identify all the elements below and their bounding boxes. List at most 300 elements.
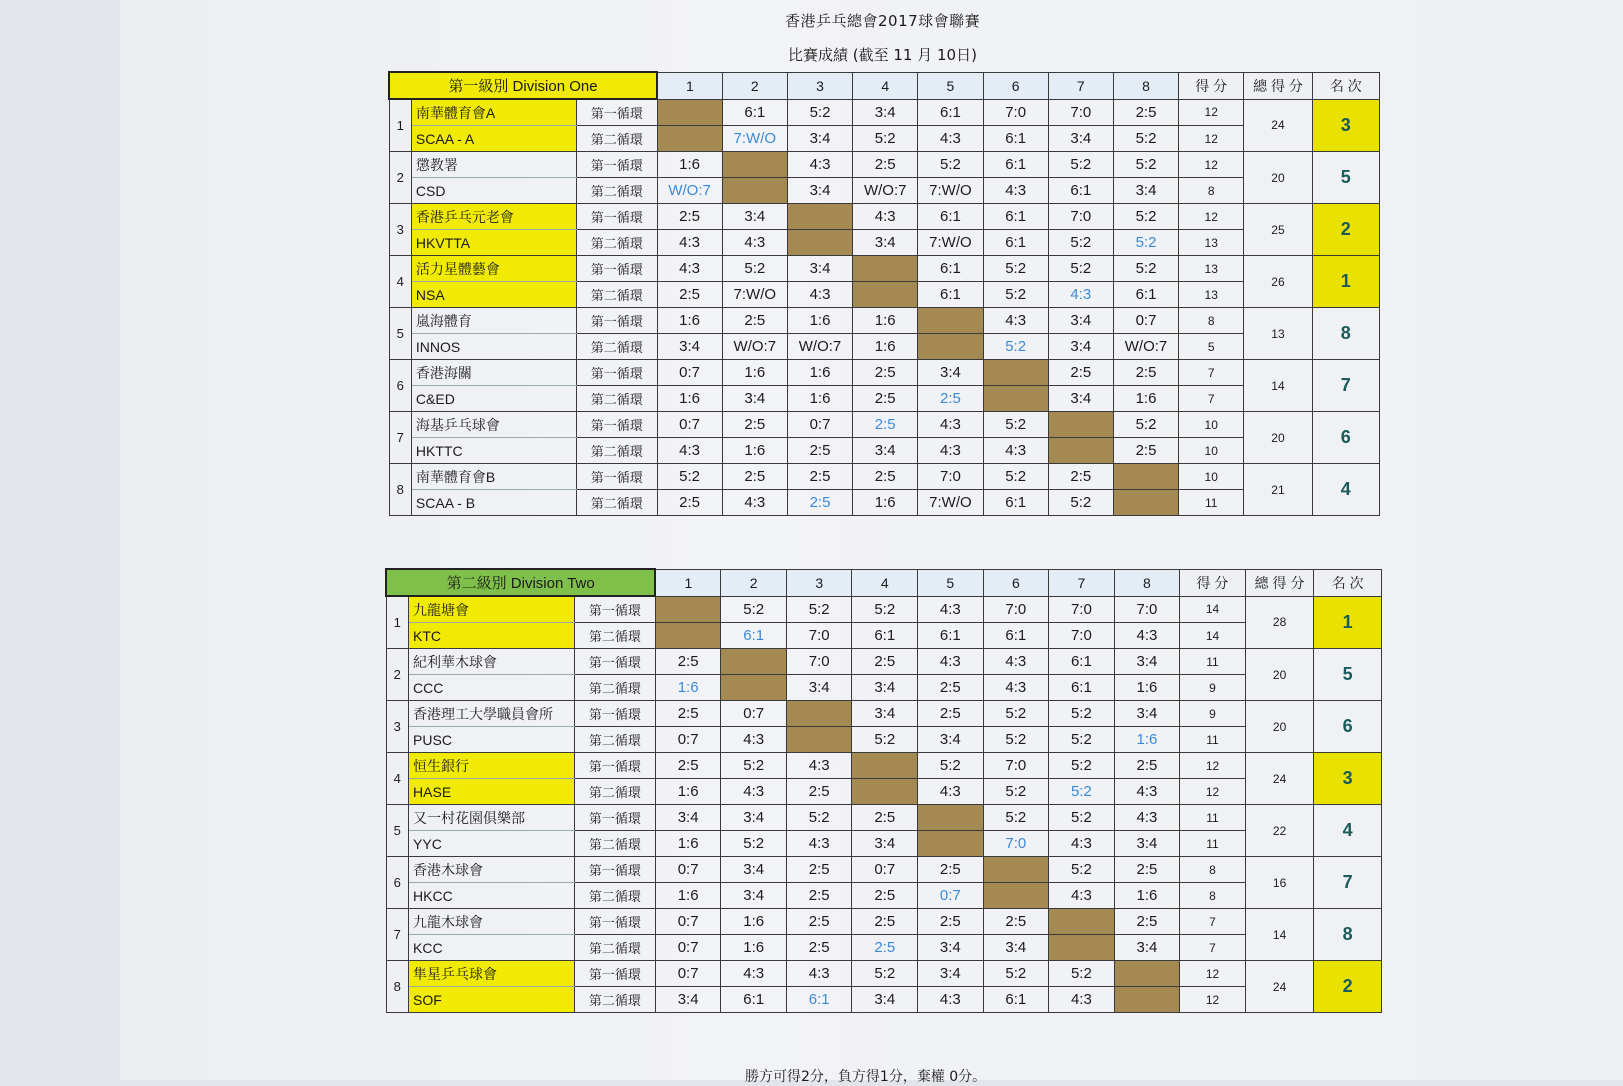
round-points: 12 xyxy=(1180,961,1246,987)
round-points: 8 xyxy=(1179,178,1244,204)
match-score: 4:3 xyxy=(1049,987,1115,1013)
match-score: 3:4 xyxy=(918,360,983,386)
team-rank: 8 xyxy=(1312,308,1379,360)
match-score: 3:4 xyxy=(787,256,852,282)
match-score: 4:3 xyxy=(918,596,984,623)
team-row xyxy=(389,386,1380,412)
match-score: 0:7 xyxy=(787,412,852,438)
match-score: 5:2 xyxy=(1049,961,1115,987)
match-score: 5:2 xyxy=(852,596,918,623)
total-points: 26 xyxy=(1244,256,1312,308)
round-points: 12 xyxy=(1180,987,1246,1013)
self-match-block xyxy=(787,230,852,256)
round-label: 第二循環 xyxy=(574,623,655,649)
match-score: 4:3 xyxy=(983,438,1048,464)
round-label: 第一循環 xyxy=(576,204,657,230)
team-number: 7 xyxy=(386,909,409,961)
round-points: 13 xyxy=(1179,230,1244,256)
team-rank: 2 xyxy=(1312,204,1379,256)
team-rank: 7 xyxy=(1312,360,1379,412)
match-score: 2:5 xyxy=(722,308,787,334)
opponent-header: 1 xyxy=(657,72,722,99)
match-score: 2:5 xyxy=(918,675,984,701)
header-row xyxy=(389,72,1380,99)
division-two-table xyxy=(385,568,1382,1013)
match-score: 4:3 xyxy=(1049,883,1115,909)
team-row xyxy=(386,649,1382,675)
match-score: 1:6 xyxy=(655,883,721,909)
match-score: 3:4 xyxy=(918,961,984,987)
scoring-rules-note: 勝方可得2分，負方得1分，棄權 0分。 xyxy=(745,1069,987,1085)
opponent-header: 2 xyxy=(722,72,787,99)
team-name-zh: 香港理工大學職員會所 xyxy=(409,701,575,727)
team-name-zh: 香港海關 xyxy=(411,360,576,386)
total-header: 總 得 分 xyxy=(1244,72,1312,99)
match-score: 6:1 xyxy=(918,623,984,649)
total-points: 20 xyxy=(1244,412,1312,464)
team-number: 2 xyxy=(389,152,411,204)
team-name-en: CSD xyxy=(411,178,576,204)
match-score: 7:0 xyxy=(1049,623,1115,649)
match-score: 1:6 xyxy=(722,360,787,386)
match-score: 7:0 xyxy=(1114,596,1180,623)
match-score: 7:W/O xyxy=(918,230,983,256)
match-score: 7:W/O xyxy=(722,126,787,152)
match-score: 1:6 xyxy=(787,360,852,386)
match-score: 2:5 xyxy=(786,883,852,909)
match-score: 5:2 xyxy=(1113,126,1178,152)
match-score: 4:3 xyxy=(786,753,852,779)
match-score: 2:5 xyxy=(1114,857,1180,883)
round-label: 第二循環 xyxy=(574,935,655,961)
round-label: 第二循環 xyxy=(576,230,657,256)
round-label: 第二循環 xyxy=(576,386,657,412)
round-label: 第一循環 xyxy=(574,701,655,727)
opponent-header: 4 xyxy=(853,72,918,99)
match-score: 3:4 xyxy=(1114,831,1180,857)
match-score: 4:3 xyxy=(918,649,984,675)
match-score: 1:6 xyxy=(1113,386,1178,412)
round-points: 10 xyxy=(1179,412,1244,438)
round-points: 12 xyxy=(1179,126,1244,152)
match-score: 5:2 xyxy=(1049,805,1115,831)
team-row xyxy=(389,230,1380,256)
round-points: 14 xyxy=(1180,596,1246,623)
match-score: 2:5 xyxy=(657,282,722,308)
match-score: 6:1 xyxy=(918,99,983,126)
match-score: 3:4 xyxy=(1114,649,1180,675)
match-score: 2:5 xyxy=(787,490,852,516)
team-row xyxy=(389,464,1380,490)
match-score: 4:3 xyxy=(786,961,852,987)
team-name-en: INNOS xyxy=(411,334,576,360)
points-header: 得 分 xyxy=(1179,72,1244,99)
team-number: 4 xyxy=(389,256,411,308)
round-label: 第二循環 xyxy=(574,883,655,909)
match-score: 0:7 xyxy=(655,935,721,961)
match-score: 6:1 xyxy=(983,230,1048,256)
opponent-header: 3 xyxy=(787,72,852,99)
self-match-block xyxy=(852,753,918,779)
match-score: 4:3 xyxy=(721,961,787,987)
match-score: 2:5 xyxy=(1048,464,1113,490)
round-label: 第二循環 xyxy=(576,178,657,204)
rank-header: 名 次 xyxy=(1314,569,1382,596)
match-score: 1:6 xyxy=(1114,727,1180,753)
self-match-block xyxy=(722,152,787,178)
team-name-zh: 九龍木球會 xyxy=(409,909,575,935)
team-name-zh: 又一村花園俱樂部 xyxy=(409,805,575,831)
round-label: 第一循環 xyxy=(574,649,655,675)
round-points: 11 xyxy=(1180,727,1246,753)
match-score: 5:2 xyxy=(721,596,787,623)
match-score: 1:6 xyxy=(721,909,787,935)
match-score: 6:1 xyxy=(983,204,1048,230)
match-score: 4:3 xyxy=(786,831,852,857)
round-points: 14 xyxy=(1180,623,1246,649)
match-score: 1:6 xyxy=(655,831,721,857)
match-score: 4:3 xyxy=(1114,805,1180,831)
match-score: 6:1 xyxy=(852,623,918,649)
match-score: 7:0 xyxy=(786,623,852,649)
team-rank: 4 xyxy=(1312,464,1379,516)
round-label: 第一循環 xyxy=(574,805,655,831)
match-score: 3:4 xyxy=(657,334,722,360)
match-score: 5:2 xyxy=(1113,152,1178,178)
match-score: 2:5 xyxy=(853,360,918,386)
team-name-zh: 香港木球會 xyxy=(409,857,575,883)
match-score: W/O:7 xyxy=(787,334,852,360)
team-rank: 7 xyxy=(1314,857,1382,909)
self-match-block xyxy=(918,805,984,831)
match-score: 0:7 xyxy=(655,727,721,753)
match-score: 3:4 xyxy=(853,230,918,256)
round-label: 第二循環 xyxy=(574,675,655,701)
round-label: 第二循環 xyxy=(576,490,657,516)
match-score: 5:2 xyxy=(853,126,918,152)
match-score: 2:5 xyxy=(853,386,918,412)
total-points: 24 xyxy=(1245,961,1314,1013)
match-score: 4:3 xyxy=(1114,779,1180,805)
match-score: 4:3 xyxy=(983,675,1049,701)
team-row xyxy=(389,438,1380,464)
match-score: 2:5 xyxy=(657,204,722,230)
match-score: 1:6 xyxy=(787,386,852,412)
match-score: 5:2 xyxy=(722,256,787,282)
team-row xyxy=(389,204,1380,230)
match-score: 0:7 xyxy=(655,857,721,883)
match-score: 3:4 xyxy=(722,386,787,412)
team-row xyxy=(389,308,1380,334)
page-subtitle: 比賽成績 (截至 11 月 10日) xyxy=(788,46,977,64)
round-label: 第一循環 xyxy=(576,152,657,178)
team-row xyxy=(389,334,1380,360)
match-score: 6:1 xyxy=(983,152,1048,178)
match-score: 4:3 xyxy=(918,779,984,805)
round-points: 7 xyxy=(1179,386,1244,412)
match-score: 3:4 xyxy=(1048,386,1113,412)
round-points: 10 xyxy=(1179,464,1244,490)
self-match-block xyxy=(983,857,1049,883)
round-points: 7 xyxy=(1179,360,1244,386)
round-points: 8 xyxy=(1180,857,1246,883)
opponent-header: 7 xyxy=(1049,569,1115,596)
team-rank: 8 xyxy=(1314,909,1382,961)
team-row xyxy=(389,282,1380,308)
match-score: 1:6 xyxy=(853,308,918,334)
round-points: 11 xyxy=(1180,649,1246,675)
match-score: 6:1 xyxy=(1049,675,1115,701)
match-score: 4:3 xyxy=(1114,623,1180,649)
match-score: 7:0 xyxy=(918,464,983,490)
team-name-en: C&ED xyxy=(411,386,576,412)
match-score: 5:2 xyxy=(983,256,1048,282)
match-score: 7:0 xyxy=(983,99,1048,126)
round-points: 5 xyxy=(1179,334,1244,360)
match-score: 7:0 xyxy=(786,649,852,675)
team-name-en: KTC xyxy=(409,623,575,649)
round-points: 11 xyxy=(1179,490,1244,516)
round-label: 第二循環 xyxy=(574,727,655,753)
match-score: 5:2 xyxy=(1048,256,1113,282)
team-number: 6 xyxy=(389,360,411,412)
match-score: 1:6 xyxy=(1114,675,1180,701)
match-score: 5:2 xyxy=(1049,701,1115,727)
page-title: 香港乒乓總會2017球會聯賽 xyxy=(785,12,981,30)
match-score: 2:5 xyxy=(918,701,984,727)
team-number: 3 xyxy=(386,701,409,753)
team-row xyxy=(389,178,1380,204)
match-score: 5:2 xyxy=(721,831,787,857)
match-score: 4:3 xyxy=(918,412,983,438)
total-points: 16 xyxy=(1245,857,1314,909)
match-score: 6:1 xyxy=(918,204,983,230)
team-row xyxy=(389,256,1380,282)
match-score: 6:1 xyxy=(721,623,787,649)
round-points: 11 xyxy=(1180,831,1246,857)
match-score: 3:4 xyxy=(721,857,787,883)
team-row xyxy=(389,412,1380,438)
match-score: 7:0 xyxy=(983,753,1049,779)
match-score: 2:5 xyxy=(786,935,852,961)
total-points: 25 xyxy=(1244,204,1312,256)
match-score: 5:2 xyxy=(983,961,1049,987)
match-score: 6:1 xyxy=(1048,178,1113,204)
round-label: 第一循環 xyxy=(576,99,657,126)
match-score: 2:5 xyxy=(852,883,918,909)
team-rank: 1 xyxy=(1314,596,1382,649)
total-points: 21 xyxy=(1244,464,1312,516)
match-score: 0:7 xyxy=(721,701,787,727)
team-name-en: NSA xyxy=(411,282,576,308)
team-row xyxy=(386,935,1382,961)
match-score: 4:3 xyxy=(787,152,852,178)
match-score: 7:W/O xyxy=(918,490,983,516)
match-score: 2:5 xyxy=(657,490,722,516)
match-score: 6:1 xyxy=(721,987,787,1013)
match-score: 0:7 xyxy=(852,857,918,883)
round-points: 9 xyxy=(1180,675,1246,701)
match-score: 2:5 xyxy=(786,857,852,883)
match-score: 3:4 xyxy=(721,883,787,909)
team-number: 5 xyxy=(389,308,411,360)
self-match-block xyxy=(918,334,983,360)
team-row xyxy=(386,727,1382,753)
opponent-header: 8 xyxy=(1114,569,1180,596)
match-score: 2:5 xyxy=(918,857,984,883)
match-score: 5:2 xyxy=(852,727,918,753)
match-score: 6:1 xyxy=(1113,282,1178,308)
self-match-block xyxy=(721,675,787,701)
round-label: 第一循環 xyxy=(576,360,657,386)
opponent-header: 2 xyxy=(721,569,787,596)
match-score: 6:1 xyxy=(983,623,1049,649)
round-label: 第二循環 xyxy=(576,126,657,152)
match-score: 0:7 xyxy=(655,961,721,987)
self-match-block xyxy=(918,308,983,334)
total-header: 總 得 分 xyxy=(1245,569,1314,596)
match-score: 3:4 xyxy=(1114,701,1180,727)
match-score: 7:W/O xyxy=(918,178,983,204)
match-score: 5:2 xyxy=(1049,857,1115,883)
team-number: 3 xyxy=(389,204,411,256)
match-score: 3:4 xyxy=(721,805,787,831)
match-score: 2:5 xyxy=(787,438,852,464)
match-score: 2:5 xyxy=(655,649,721,675)
match-score: 3:4 xyxy=(787,178,852,204)
points-header: 得 分 xyxy=(1180,569,1246,596)
self-match-block xyxy=(786,727,852,753)
match-score: 5:2 xyxy=(983,334,1048,360)
match-score: 5:2 xyxy=(1113,204,1178,230)
match-score: 2:5 xyxy=(1113,438,1178,464)
opponent-header: 3 xyxy=(786,569,852,596)
match-score: 4:3 xyxy=(983,308,1048,334)
self-match-block xyxy=(853,282,918,308)
round-label: 第一循環 xyxy=(574,961,655,987)
division-label: 第一級別 Division One xyxy=(389,72,657,99)
team-row xyxy=(386,779,1382,805)
team-rank: 3 xyxy=(1314,753,1382,805)
match-score: 3:4 xyxy=(852,675,918,701)
team-row xyxy=(386,909,1382,935)
round-points: 12 xyxy=(1180,779,1246,805)
match-score: 3:4 xyxy=(1114,935,1180,961)
team-row xyxy=(386,596,1382,623)
match-score: 2:5 xyxy=(1114,909,1180,935)
round-label: 第二循環 xyxy=(576,334,657,360)
match-score: 5:2 xyxy=(852,961,918,987)
match-score: 2:5 xyxy=(918,386,983,412)
team-name-en: SCAA - A xyxy=(411,126,576,152)
self-match-block xyxy=(918,831,984,857)
match-score: 6:1 xyxy=(983,987,1049,1013)
match-score: 5:2 xyxy=(786,805,852,831)
round-label: 第一循環 xyxy=(576,256,657,282)
round-label: 第一循環 xyxy=(576,464,657,490)
team-row xyxy=(386,883,1382,909)
match-score: 5:2 xyxy=(657,464,722,490)
match-score: 1:6 xyxy=(657,308,722,334)
match-score: 5:2 xyxy=(983,701,1049,727)
match-score: 4:3 xyxy=(722,230,787,256)
round-points: 10 xyxy=(1179,438,1244,464)
total-points: 24 xyxy=(1244,99,1312,152)
round-label: 第二循環 xyxy=(576,438,657,464)
match-score: 3:4 xyxy=(655,805,721,831)
team-name-zh: 活力星體藝會 xyxy=(411,256,576,282)
match-score: 2:5 xyxy=(1113,99,1178,126)
round-label: 第一循環 xyxy=(574,596,655,623)
team-rank: 4 xyxy=(1314,805,1382,857)
opponent-header: 6 xyxy=(983,569,1049,596)
match-score: 4:3 xyxy=(721,727,787,753)
self-match-block xyxy=(1049,909,1115,935)
division-label: 第二級別 Division Two xyxy=(386,569,655,596)
match-score: 2:5 xyxy=(786,779,852,805)
match-score: 2:5 xyxy=(852,805,918,831)
match-score: 3:4 xyxy=(983,935,1049,961)
match-score: 5:2 xyxy=(1048,230,1113,256)
match-score: 3:4 xyxy=(1048,308,1113,334)
match-score: 6:1 xyxy=(983,490,1048,516)
match-score: 4:3 xyxy=(657,438,722,464)
rank-header: 名 次 xyxy=(1312,72,1379,99)
match-score: 5:2 xyxy=(983,727,1049,753)
team-row xyxy=(389,152,1380,178)
self-match-block xyxy=(983,883,1049,909)
match-score: 2:5 xyxy=(1114,753,1180,779)
self-match-block xyxy=(1049,935,1115,961)
team-name-en: HASE xyxy=(409,779,575,805)
match-score: 2:5 xyxy=(853,464,918,490)
match-score: 2:5 xyxy=(852,909,918,935)
total-points: 20 xyxy=(1245,701,1314,753)
round-points: 13 xyxy=(1179,256,1244,282)
team-name-zh: 紀利華木球會 xyxy=(409,649,575,675)
team-name-zh: 香港乒乓元老會 xyxy=(411,204,576,230)
match-score: 4:3 xyxy=(918,987,984,1013)
round-label: 第一循環 xyxy=(576,308,657,334)
team-row xyxy=(386,675,1382,701)
self-match-block xyxy=(1113,490,1178,516)
team-number: 2 xyxy=(386,649,409,701)
match-score: 7:W/O xyxy=(722,282,787,308)
match-score: 5:2 xyxy=(1048,490,1113,516)
round-points: 7 xyxy=(1180,909,1246,935)
team-number: 7 xyxy=(389,412,411,464)
team-rank: 2 xyxy=(1314,961,1382,1013)
match-score: 0:7 xyxy=(918,883,984,909)
team-row xyxy=(389,490,1380,516)
match-score: 6:1 xyxy=(918,282,983,308)
match-score: 6:1 xyxy=(1049,649,1115,675)
match-score: 5:2 xyxy=(918,753,984,779)
match-score: 3:4 xyxy=(852,987,918,1013)
match-score: 2:5 xyxy=(1048,360,1113,386)
round-label: 第二循環 xyxy=(574,779,655,805)
total-points: 20 xyxy=(1244,152,1312,204)
self-match-block xyxy=(1114,961,1180,987)
match-score: 5:2 xyxy=(1113,412,1178,438)
match-score: 0:7 xyxy=(657,412,722,438)
team-row xyxy=(389,99,1380,126)
match-score: 0:7 xyxy=(1113,308,1178,334)
match-score: 3:4 xyxy=(853,99,918,126)
round-points: 9 xyxy=(1180,701,1246,727)
team-row xyxy=(386,961,1382,987)
team-name-zh: 海基乒乓球會 xyxy=(411,412,576,438)
